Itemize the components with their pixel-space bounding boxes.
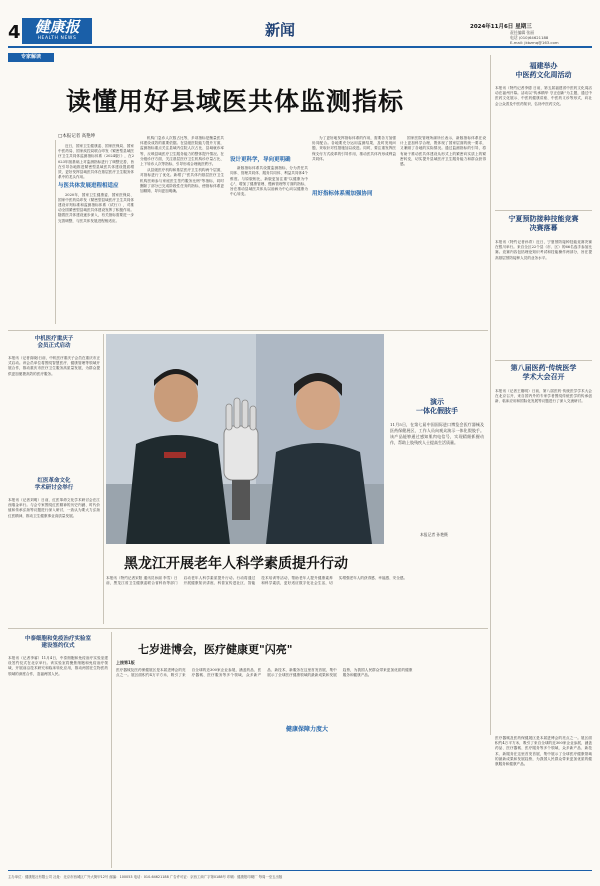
sidebar-item-2-title: 宁夏预防接种技能竞赛 决赛落幕 bbox=[508, 215, 579, 232]
sidebar-rule-2 bbox=[495, 360, 592, 361]
section-title: 新闻 bbox=[265, 21, 296, 39]
main-col-3-para: 新版指标体系共设置监测指标，分为责任共同体、管理共同体、服务共同体、利益共同体4个维度。与原版相比，新版更加注重"以健康为中心"，增加了健康管理、慢病管理等方面的指标，旨在推动县域医共体从以治病为中心向以健康为中心转变。 bbox=[230, 166, 308, 197]
footer-text: 主办单位：健康报社有限公司 社址：北京市西城区广外大街甲12号 邮编：100053 电话：010-64621188 广告许可证：京西工商广字第0188号 印刷：健康报印刷厂 每周一至五出版 bbox=[8, 875, 283, 879]
sidebar-item-3-title: 第八届医药·传统医学 学术大会召开 bbox=[510, 364, 577, 381]
bottom-left-title: 中泰细胞和免疫治疗实验室 建设签约仪式 bbox=[24, 636, 91, 649]
logo-sub: HEALTH NEWS bbox=[37, 36, 77, 41]
main-col-1 bbox=[58, 144, 134, 320]
subhead-design: 设计更科学，导向更明确 bbox=[230, 157, 291, 163]
bottom-right-text: 医疗器械及医药保健展区是本届进博会的亮点之一。展区面积约4万平方米，吸引了来自全球的近300家企业参展，涵盖药品、医疗器械、医疗服务等多个领域，众多新产品、新技术、新服务在这里首发首展，集中展示了全球医疗健康领域的最新成果和发展趋势，为我国人民群众带来更加优质的健康服务和健康产品。 bbox=[495, 736, 592, 767]
hlj-article-title: 黑龙江开展老年人科学素质提升行动 bbox=[124, 556, 348, 572]
photo-caption-text: 11月5日，在第七届中国国际进口博览会医疗器械及医药保健展区，工作人员向观众演示一体化假肢手。该产品能够通过感知肌肉电信号，实现精细抓握动作，帮助上肢残疾人士提高生活质量。 bbox=[390, 422, 484, 445]
expo-article-text: 医疗器械及医药保健展区是本届进博会的亮点之一。展区面积约4万平方米，吸引了来自全球的近300家企业参展，涵盖药品、医疗器械、医疗服务等多个领域，众多新产品、新技术、新服务在这里首发首展，集中展示了全球医疗健康领域的最新成果和发展趋势，为我国人民群众带来更加优质的健康服务和健康产品。 bbox=[116, 668, 413, 678]
header-phone: 电话 (010)64621188 bbox=[510, 35, 549, 40]
header-editor: 责任编辑 张丽 bbox=[510, 30, 534, 35]
sidebar-item-3-text: 本报讯（记者王刚明）日前，第八届医药·传统医学学术大会在北京召开，来自国内外的专家学者围绕传统医学的传承创新、临床应用和国际化发展等议题进行了深入交流研讨。 bbox=[495, 389, 592, 404]
sidebar-item-2-text: 本报讯（特约记者孙青）近日，宁夏预防接种技能竞赛决赛在银川举行。来自全区22个县（市、区）的66名选手参加比赛。竞赛内容包括理论知识考试和技能操作两部分，旨在提高基层预防接种人员的业务水平。 bbox=[495, 240, 592, 260]
main-article-byline: □本报记者 高艳坤 bbox=[58, 134, 96, 139]
subhead-progress: 与医共体发展进程相适应 bbox=[58, 183, 119, 190]
main-article-title: 读懂用好县域医共体监测指标 bbox=[66, 87, 405, 116]
main-col-4 bbox=[312, 136, 396, 320]
sidebar-divider bbox=[490, 55, 491, 735]
bottom-left-text: 本报讯（记者李睿）11月4日，中泰细胞和免疫治疗实验室建设签约仪式在北京举行。该实验室将聚焦细胞和免疫治疗领域，开展前沿技术研究和临床转化应用，推动两国在生物医药领域的深度合作，造福两国人民。 bbox=[8, 656, 108, 676]
middle-top-rule bbox=[8, 330, 488, 331]
expert-tag: 专家解读 bbox=[8, 53, 54, 62]
news-photo bbox=[106, 334, 384, 544]
header-rule bbox=[8, 46, 592, 48]
footer-rule bbox=[8, 870, 592, 871]
subhead-cooperation: 用好指标体系需加强协同 bbox=[312, 191, 373, 198]
main-col-3 bbox=[230, 136, 308, 320]
main-col-2 bbox=[140, 136, 224, 320]
brief-1-text: 本报讯（记者高晓)日前，中机医疗重庆子会员在重庆市正式启动。该会员单位将围绕智慧医疗、健康管理等领域开展合作，推动重庆市医疗卫生服务高质量发展，为群众提供更加便捷高效的医疗服务。 bbox=[8, 356, 100, 376]
page-header bbox=[0, 0, 600, 44]
main-col-1-para: 近日，国家卫生健康委、国家医保局、国家中医药局、国家疾控局联合印发《紧密型县域医疗卫生共同体监测指标体系（2024版）》，在2023年版基础上对监测指标进行了调整完善，旨在引导各地推进紧密型县域医共体建设提质增效，更好发挥县域医共体在基层医疗卫生服务体系中的龙头作用。 bbox=[58, 144, 134, 180]
brief-2-title: 红医革命文化 学术研讨会举行 bbox=[34, 478, 74, 491]
middle-left-divider bbox=[103, 334, 104, 624]
expo-sub-tag: 上接第1版 bbox=[116, 660, 135, 665]
header-email: E-mail: jkbzmq@163.com bbox=[510, 40, 559, 45]
sidebar-item-1-title: 福建举办 中医药文化周活动 bbox=[515, 62, 572, 79]
main-left-rule bbox=[55, 140, 56, 324]
page-number: 4 bbox=[8, 22, 21, 43]
main-col-5 bbox=[400, 136, 486, 320]
brief-2-text: 本报讯（记者刘明）日前，红医革命文化学术研讨会在江西瑞金举行。与会专家围绕红医精神的历史内涵、时代价值和传承弘扬等议题进行深入研讨，一致认为要大力弘扬红医精神，推动卫生健康事业高质量发展。 bbox=[8, 498, 100, 518]
bottom-left-divider bbox=[111, 632, 112, 868]
expo-article-title: 七岁进博会，医疗健康更"闪亮" bbox=[138, 643, 293, 656]
photo-caption-title: 演示 一体化假肢手 bbox=[416, 398, 458, 415]
photo-illustration bbox=[106, 334, 384, 544]
main-col-5-para: 国家医院管理所副所长表示，新版指标体系在设计上更加科学合理，既体现了国家层面的统一要求，又兼顾了各地的实际情况。通过监测指标的引导，将有助于推动医共体建设从形式上的紧密向实质上的紧密转变，切实提升县域医疗卫生服务能力和群众获得感。 bbox=[400, 136, 486, 167]
header-date: 2024年11月6日 星期三 bbox=[470, 24, 532, 30]
expo-subhead: 健康保障力度大 bbox=[286, 726, 329, 733]
main-col-1-para-2: 2020年，国家卫生健康委、国家医保局、国家中医药局印发《紧密型县域医疗卫生共同体建设评判标准和监测指标体系（试行）》，对推动全国紧密型县域医共体建设发挥了积极作用。随着医共体建设逐步深入，有关指标需要进一步完善调整，与医共体发展进程相适应。 bbox=[58, 192, 134, 223]
brief-1-title: 中机医疗重庆子 会员正式启动 bbox=[34, 336, 74, 349]
photo-credit: 本报记者 孙艳摄 bbox=[420, 532, 448, 537]
sidebar-item-1-text: 本报讯（特约记者李德 日前，第五届福建省中医药文化周活动在福州开幕。活动以"传承精华 守正创新"为主题，通过中医药文化展示、中医药健康讲座、中医药义诊等形式，向社会公众普及中医药知识，弘扬中医药文化。 bbox=[495, 86, 592, 106]
main-col-2-para: 机构门急诊人次数占比等，多项指标是衡量医共体建设成效的重要依据。在县级医院能力提升方面，监测指标重点关注县域内住院人次占比、县域就诊率等，反映县域医疗卫生服务能力的整体提升情况。在分级诊疗方面，关注基层医疗卫生机构诊疗量占比、上下转诊人次等指标，引导形成合理就医秩序。 bbox=[140, 136, 224, 167]
main-col-2-para-2: 从县级医疗机构和基层医疗卫生机构两个层面，对指标进行了优化。新增了"医共体内基层医疗卫生机构医师参与家庭医生签约服务比例"等指标，同时删除了部分已完成阶段性任务的指标，使指标体系更加精简、导向更加明确。 bbox=[140, 168, 224, 194]
hlj-article-text: 本报讯（特约记者宋阳 通讯员孙丽 李雪）日前，黑龙江省卫生健康委联合省科协等部门启动老年人科学素质提升行动。行动将通过开展健康知识讲座、科普宣传进社区、智能技术培训等活动，帮助老年人提升健康素养和科学素质，更好适应数字化社会生活，切实增强老年人的获得感、幸福感、安全感。 bbox=[106, 576, 408, 586]
newspaper-logo bbox=[22, 18, 92, 44]
sidebar-rule-1 bbox=[495, 210, 592, 211]
main-col-4-para: 为了更好地发挥指标体系的作用，需要各方加强协同配合。各地要充分运用监测结果，及时发现问题，采取针对性措施加以改进。同时，要注重发挥医保支付方式改革的引导作用，推动医共体内形成利益共同体。 bbox=[312, 136, 396, 161]
logo-text: 健康报 bbox=[34, 18, 80, 36]
bottom-top-rule bbox=[8, 628, 488, 629]
